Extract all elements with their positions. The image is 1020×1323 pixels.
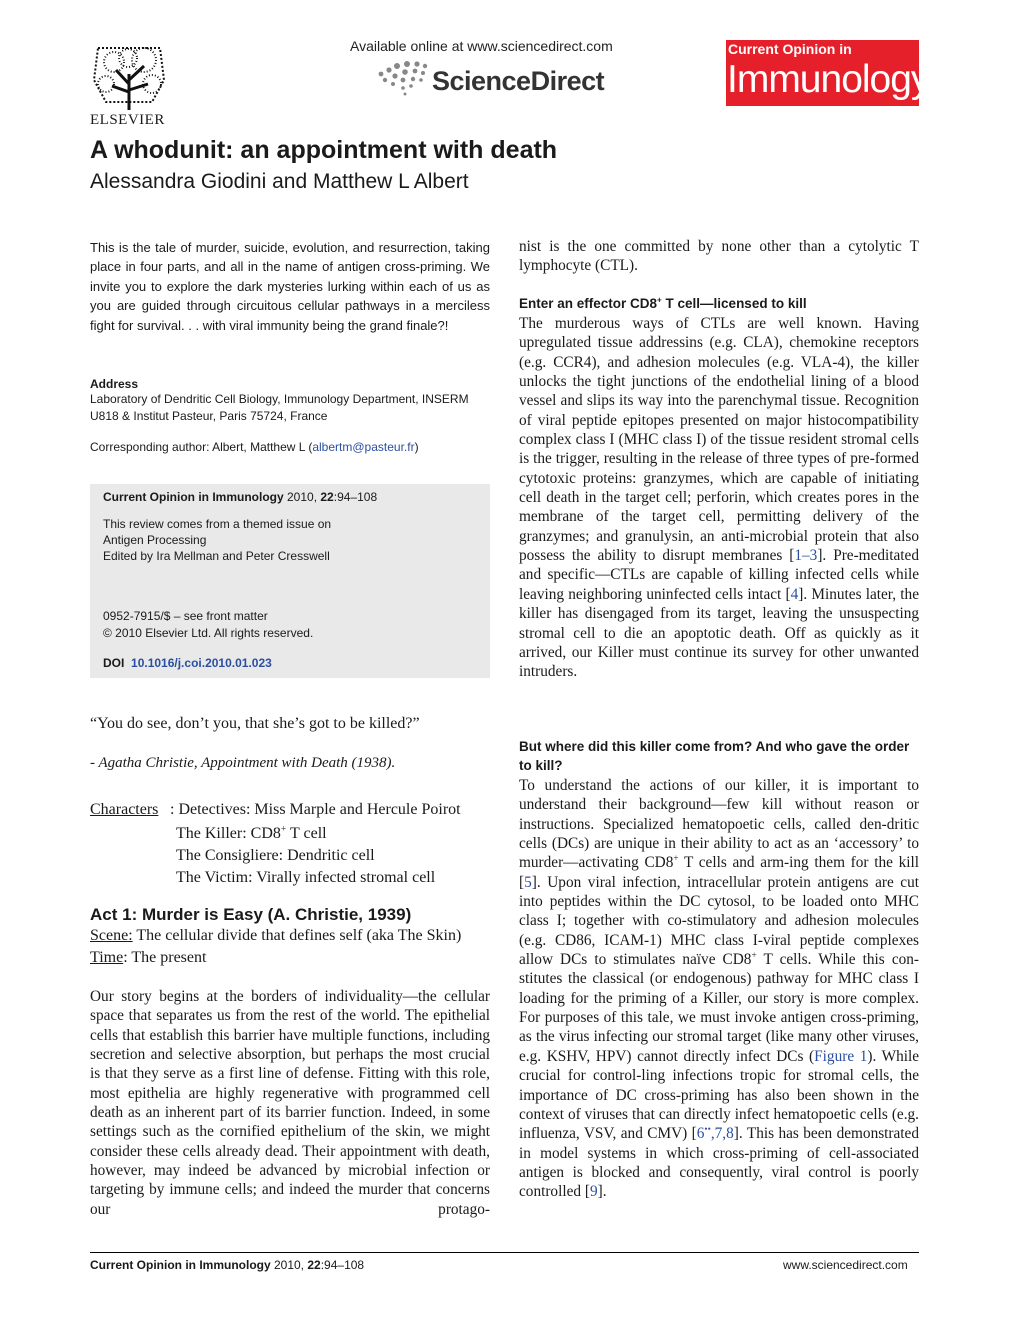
killer-text: The Killer: CD8 [176,825,281,842]
footer-year: 2010, [270,1258,308,1272]
footer-pages: :94–108 [320,1258,365,1272]
ref-link-6[interactable]: 6 [696,1125,705,1143]
time-label: Time [90,949,124,966]
article-title: A whodunit: an appointment with death [90,136,558,164]
ref-link-9[interactable]: 9 [589,1183,598,1201]
infobox-volume: 22 [320,490,334,504]
infobox-themed-1: This review comes from a themed issue on [103,517,332,531]
killer-text-b: T cell [286,825,327,842]
sciencedirect-wordmark: ScienceDirect [432,66,605,96]
para2-sup-2: + [751,950,757,960]
para2-text-a: To understand the actions of our killer, it is important to understand their background—few kill without reason or instructions. Specialized hematopoetic cells, called den-dritic cells (DCs) are unique in their ability to act as an ‘accessory’ to murder—activating CD8 [519,777,919,872]
act1-scene [90,927,461,945]
footer-citation [90,1258,364,1272]
para2-text-f: ]. This has been demonstrated in model systems in which cross-priming of cell-associated antigen is blocked and consequently, viral control is poorly controlled [ [519,1125,919,1201]
para1-text-b: ]. Pre-meditated and specific—CTLs are capable of killing infected cells while leaving neighboring uninfected cells intact [ [519,547,919,603]
characters-detectives: : Detectives: Miss Marple and Hercule Poirot [170,801,461,818]
para2-text-d: T cells. While this con-stitutes the classical (or endogenous) pathway for MHC class I loading for the priming of a Killer, our story is more complex. For purposes of this tale, we must invoke antigen cross-priming, as the virus infecting our stromal target (like many other viruses, e.g. KSHV, HPV) cannot directly infect DCs ( [519,951,920,1065]
infobox-copyright: © 2010 Elsevier Ltd. All rights reserved. [103,626,314,640]
ref-link-7-8[interactable]: ,7,8 [710,1125,734,1143]
infobox-journal: Current Opinion in Immunology [103,490,284,504]
footer-url[interactable]: www.sciencedirect.com [783,1258,908,1272]
footer-divider [90,1252,919,1253]
corresponding-suffix: ) [414,440,419,454]
right-paragraph-where [519,776,919,1202]
ref-link-1-3[interactable]: 1–3 [794,547,818,565]
doi-link[interactable]: 10.1016/j.coi.2010.01.023 [131,656,272,670]
section-heading-where: But where did this killer come from? And who gave the order to kill? [519,739,910,773]
para1-text-a: The murderous ways of CTLs are well known. Having upregulated tissue addressins (e.g. CLA), chemokine receptors (e.g. CCR4), and adhesion molecules (e.g. VLA-4), the killer unlocks the tight junctions of the endothelial lining of a blood vessel and slips its way into the parenchymal tissue. Recognition of viral peptide epitopes presented on major histocompatibility complex class I (MHC class I) of the tissue resident stromal cells is the trigger, resulting in the release of three types of pre-formed cytotoxic proteins: granzymes, which are capable of initiating cell death in the target cell; perforin, which creates pores in the membrane of the target cell, permitting delivery of the granzymes; and granulysin, an anti-microbial protein that also possess the ability to disrupt membranes [ [519,315,919,565]
footer-volume: 22 [307,1258,321,1272]
infobox-year: 2010, [287,490,318,504]
ref-link-4[interactable]: 4 [790,585,799,603]
infobox-issn: 0952-7915/$ – see front matter [103,609,268,623]
act1-heading: Act 1: Murder is Easy (A. Christie, 1939) [90,905,412,924]
corresponding-author [90,440,490,454]
effector-heading-a: Enter an effector CD8 [519,296,658,311]
article-authors: Alessandra Giodini and Matthew L Albert [90,170,469,193]
right-paragraph-continued: nist is the one committed by none other than a cytolytic T lymphocyte (CTL). [519,238,919,275]
para2-text-e: ). While crucial for control-ling infections tropic for stromal cells, the importance of DC cross-priming has also been shown in the context of viruses that can directly infect hematopoetic cells (e.g. influenza, VSV, and CMV) [ [519,1047,920,1143]
characters-label: Characters [90,801,159,818]
right-paragraph-effector [519,314,919,682]
effector-heading-b: T cell—licensed to kill [661,296,807,311]
sciencedirect-dots-icon [375,58,431,103]
para1-text-c: ]. Minutes later, the killer has disengaged from its target, leaving the unsuspecting stromal cell to die an apoptotic death. Off as quickly as it arrived, our Killer must continue its survey for other unwanted intruders. [519,585,919,681]
journal-logo-main: Immunology [727,58,930,101]
scene-text: The cellular divide that defines self (aka The Skin) [132,927,462,944]
para2-text-c: ]. Upon viral infection, intracellular protein antigens are cut into peptides within the DC cytosol, to be loaded onto MHC class I; together with co-stimulatory and adhesion molecules (e.g. CD86, ICAM-1) MHC class I-viral peptide complexes allow DCs to stimulates naïve CD8 [519,873,919,969]
address-text: Laboratory of Dendritic Cell Biology, Immunology Department, INSERM U818 & Institut Pasteur, Paris 75724, France [90,392,469,423]
corresponding-email-link[interactable]: albertm@pasteur.fr [312,440,415,454]
epigraph-quote: “You do see, don’t you, that she’s got to be killed?” [90,715,420,732]
characters-killer [176,825,327,843]
footer-journal: Current Opinion in Immunology [90,1258,271,1272]
time-text: : The present [123,949,207,966]
address-heading: Address [90,377,139,391]
ref-link-5[interactable]: 5 [524,873,532,891]
abstract: This is the tale of murder, suicide, evolution, and resurrection, taking place in four parts, and all in the name of antigen cross-priming. We invite you to explore the dark mysteries lurking within each of us as you are guided through circuitous cellular pathways in a merciless fight for survival. . . with viral immunity being the grand finale?! [90,240,490,333]
infobox-pages: :94–108 [333,490,378,504]
figure-1-link[interactable]: Figure 1 [814,1047,868,1065]
section-heading-effector [519,296,919,311]
available-online-text: Available online at www.sciencedirect.com [350,38,613,54]
infobox-citation [103,490,377,504]
publisher-name: ELSEVIER [90,112,165,128]
corresponding-prefix: Corresponding author: Albert, Matthew L ( [90,440,313,454]
epigraph-source: - Agatha Christie, Appointment with Death (1938). [90,755,396,771]
infobox-themed-2: Antigen Processing [103,533,207,547]
article-info-box [90,484,490,678]
characters-victim: The Victim: Virally infected stromal cell [176,869,436,886]
effector-heading-sup: + [657,295,662,305]
scene-label: Scene: [90,927,133,944]
para2-text-b: T cells and arm-ing them for the kill [ [519,854,919,891]
journal-logo [726,40,930,106]
act1-body: Our story begins at the borders of individuality—the cellular space that separates us from the rest of the world. The epithelial cells that establish this barrier have multiple functions, including secretion and selective absorption, but perhaps the most crucial is that they serve as a first line of defense. Fitting with this role, most epithelia are highly regenerative with programmed cell death as an inherent part of its barrier function. Indeed, in some settings such as the cornified epithelium of the skin, we might consider these cells already dead. Their appointment with death, however, may indeed be advanced by microbial infection or targeting by immune cells; and indeed the murder that concerns our protago- [90,988,490,1218]
infobox-themed-3: Edited by Ira Mellman and Peter Cresswell [103,549,330,563]
ref-6-sup: •• [704,1124,711,1135]
act1-time [90,949,206,967]
characters-consigliere: The Consigliere: Dendritic cell [176,847,375,864]
killer-sup: + [280,823,287,835]
infobox-doi [103,656,272,670]
journal-logo-top: Current Opinion in [728,41,852,57]
para2-text-g: ]. [597,1183,607,1201]
doi-label: DOI [103,656,125,670]
para2-sup-1: + [673,853,679,864]
